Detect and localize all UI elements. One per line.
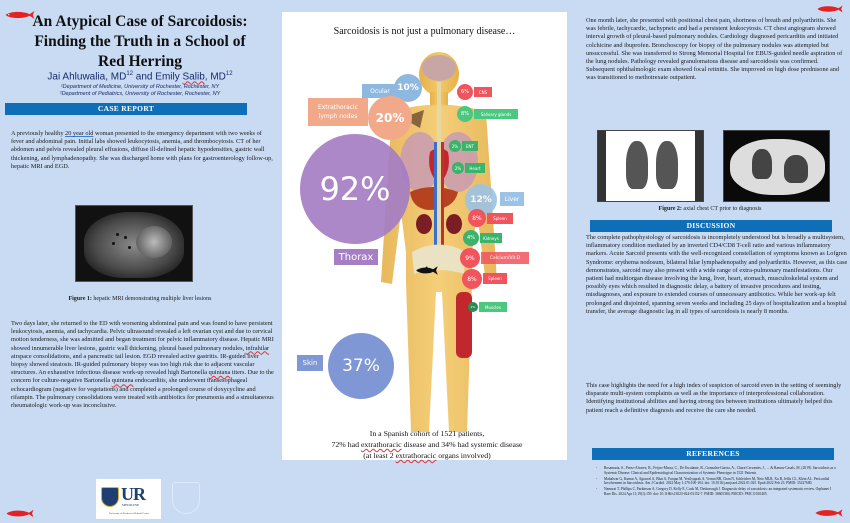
ct-axial-image <box>723 130 830 202</box>
organ-label-salivary: Salivary glands <box>474 109 518 119</box>
figure-2-caption <box>570 206 850 212</box>
organ-label-spleen: Spleen <box>487 213 513 224</box>
caption-line-3: (at least 2 extrathoracic organs involved) <box>363 451 491 460</box>
organ-pct-cns: 6% <box>457 84 473 100</box>
organ-label-heart: Heart <box>465 163 485 173</box>
discussion-paragraph-1: The complete pathophysiology of sarcoidosis is incompletely understood but is broadly a multisystem, inflammatory condition mediated by an inverted CD4/CD8 T-cell ratio and various inflammatory markers. Acute Sarcoid presents with the well-recognized constellation of symptoms known as Lofgren Syndrome: erythema nodosum, bilateral hilar lymphadenopathy and polyarthritis. However, as this case demonstrates, sarcoid may also present with a wide range of extra-pulmonary manifestations. Our patient had multiorgan disease involving the lung, liver, heart, stomach, musculoskeletal system and possibly eyes which resulted in diagnostic delay, a battery of invasive procedures and testing, misdiagnoses, and exposure to extended courses of unnecessary antibiotics. While her work-up felt prolonged and disjointed, spanning seven weeks and including 25 days of hospitalization and a hospital transfer, the average diagnostic lag in all types of sarcoidosis is nearly 8 months. <box>586 234 848 315</box>
caption-line-2: 72% had extrathoracic disease and 34% had systemic disease <box>331 440 523 449</box>
reference-item: - Rosamaria, S., Perez-Alvarez, R., Feijoo-Massa, C., De Escalante, B., Gonzalez-Garcia, A., Chara-Cervantes, J., ... & Ramos-Casals, M. (2019). Sarcoidosis as a Systemic Disease: Clinical and Epidemiological Characterization of Systemic Phenotype in 1521 Patients. <box>596 466 838 476</box>
intro-text-end: woman presented to the emergency department with two weeks of fever and abdominal pain. Initial labs showed leukocytosis, anemia, and thrombocytosis. CT of her abdomen and pelvis revealed pleural effusions, diffuse ill-defined hepatic hypodensities, gastric wall thickening, and lymphadenopathy. She was discharged home with plans for gastroenterology follow-up, hepatic MRI and EGD. <box>11 130 273 170</box>
references-list <box>596 466 838 498</box>
figure-1-caption <box>0 296 280 302</box>
organ-label-ocular: Ocular <box>362 84 398 98</box>
organ-pct-thorax: 92% <box>300 134 410 244</box>
organ-pct-calcium: 9% <box>460 248 480 268</box>
organ-pct-salivary: 8% <box>457 106 473 122</box>
organ-label-kidneys: Kidneys <box>480 233 502 243</box>
references-header: REFERENCES <box>592 448 834 460</box>
spell-flagged-word: infrahilar <box>245 344 270 352</box>
figure-1-text: hepatic MRI demonstrating multiple liver lesions <box>91 296 212 302</box>
organ-label-muscles: Muscles <box>479 302 507 312</box>
reference-item: - Namsrai T, Phillips C, Parkinson A, Gregory D, Kelly E, Cook M, Desborough J. Diagnostic delay of sarcoidosis: an integrated systematic review. Orphanet J Rare Dis. 2024 Apr 11;19(1):159. doi: 10.1186/s13023-024-03152-7. PMID: 38605384; PMCID: PMC11010405. <box>596 487 838 497</box>
title-line-2: Finding the Truth in a School of <box>34 33 246 50</box>
spell-flagged-word: quintana <box>208 369 231 377</box>
organ-label-thorax: Thorax <box>334 249 378 265</box>
cohort-caption <box>282 428 572 461</box>
black-herring-icon <box>415 266 439 275</box>
author-1: Jai Ahluwalia, MD <box>47 71 127 83</box>
title-line-3: Red Herring <box>98 53 182 70</box>
poster-title <box>10 12 270 72</box>
paragraph-text: airspace consolidations, and a pancreatic tail lesion. EGD revealed active gastritis. IR-guided liver biopsy showed steatosis. IR-guided pulmonary biopsy was too high risk due to adjacent vascular structures. An exhaustive infectious disease work-up revealed high Bartonella <box>11 352 259 377</box>
case-report-header: CASE REPORT <box>5 103 247 115</box>
affiliation-1: ¹Department of Medicine, University of Rochester, Rochester, NY <box>60 84 220 90</box>
logo-tagline: University of Rochester Medical Center <box>109 512 149 515</box>
author-2: Emily Salib, MD <box>155 71 226 83</box>
logo-subtext: MEDICINE <box>122 503 140 507</box>
author-2-affiliation: 12 <box>225 71 233 77</box>
affiliation-2: ²Department of Pediatrics, University of Rochester, Rochester, NY <box>59 91 221 97</box>
figure-2-text: axial chest CT prior to diagnosis <box>681 206 762 212</box>
paragraph-text: titers. Due to the concern for culture-negative Bartonella <box>11 369 274 385</box>
hepatic-mri-image <box>75 205 193 282</box>
infographic-panel <box>282 12 567 460</box>
reference-item: - Mahalwar G, Kumar A, Agrawal A, Bhat A, Furqan M, Yesilyaprak A, Verma BR, Chan N, Schleicher M, Neto MLR, Xu B, Jellis CL, Klein AL. Pericardial Involvement in Sarcoidosis. Am J Cardiol. 2022 May 1;170:100-104. doi: 10.1016/j.amjcard.2022.01.025. Epub 2022 Feb 23. PMID: 35227680. <box>596 477 838 487</box>
logo-text: UR <box>121 484 145 504</box>
organ-pct-kidneys: 4% <box>463 230 479 246</box>
organ-pct-ocular: 10% <box>394 74 422 102</box>
left-column <box>0 0 280 523</box>
organ-label-lymph-nodes: Extrathoracic lymph nodes <box>308 98 368 126</box>
organ-label-skin: Skin <box>297 355 323 371</box>
organ-pct-ent: 2% <box>449 140 461 152</box>
intro-text-start: A previously healthy <box>11 130 66 137</box>
patient-age: 20 year old <box>65 130 94 137</box>
organ-pct-muscles: 2% <box>468 302 478 312</box>
organ-pct-liver: 12% <box>465 184 497 216</box>
discussion-paragraph-2: This case highlights the need for a high index of suspicion of sarcoid even in the setting of seemingly disparate multi-system complaints as well as the importance of interprofessional collaboration. Identifying institutional abilities and having strong ties between institutions ultimately helped this patient reach a definitive diagnosis and receive the care she needed. <box>586 382 842 414</box>
organ-pct-heart: 2% <box>452 162 464 174</box>
discussion-header: DISCUSSION <box>590 220 832 232</box>
paragraph-text: Two days later, she returned to the ED with worsening abdominal pain and was found to have persistent leukocytosis, anemia, and tachycardia. Pelvic ultrasound revealed a left ovarian cyst and due to cervical motion tenderness, she was admitted and began treatment for pelvic inflammatory disease. Hepatic MRI showed innumerable liver lesions, gastric wall thickening, pleural based pulmonary nodules, <box>11 320 274 352</box>
ct-coronal-image <box>597 130 704 202</box>
figure-1-label: Figure 1: <box>68 296 92 302</box>
organ-label-liver: Liver <box>500 192 524 206</box>
spell-flagged-word: quintana <box>111 377 134 385</box>
infographic-title: Sarcoidosis is not just a pulmonary disease… <box>333 26 516 37</box>
organ-pct-spleen-2: 8% <box>462 269 482 289</box>
organ-pct-lymph-nodes: 20% <box>368 96 412 140</box>
university-crest-icon <box>172 482 200 514</box>
red-herring-icon <box>4 509 36 518</box>
organ-label-cns: CNS <box>474 87 492 97</box>
ur-medicine-logo <box>96 479 161 519</box>
red-herring-icon <box>814 508 844 518</box>
author-1-affiliation: 12 <box>126 71 134 77</box>
author-conjunction: and <box>133 71 156 83</box>
organ-label-spleen-2: Spleen <box>483 273 507 284</box>
middle-column <box>280 0 570 523</box>
red-herring-icon <box>816 4 844 14</box>
caption-line-1: In a Spanish cohort of 1521 patients, <box>369 429 485 438</box>
organ-pct-spleen: 8% <box>468 209 486 227</box>
figure-2-label: Figure 2: <box>658 206 682 212</box>
shield-icon <box>101 487 119 507</box>
follow-up-paragraph: One month later, she presented with positional chest pain, shortness of breath and polyarthritis. She was febrile, tachycardic, tachypneic and had a persistent leukocytosis. CT chest angiogram showed interval growth of pleural-based pulmonary nodules. Cardiology diagnosed pericarditis and initiated colchicine and ibuprofen. Bronchoscopy for biopsy of the pulmonary nodules was attempted but unsuccessful. She was transferred to Strong Memorial Hospital for EBUS-guided needle aspiration of the lung nodules. Pathology revealed granulomatous disease and sarcoidosis was confirmed. Subsequent ophthalmologic exam showed focal retinitis. She improved on high dose prednisone and was transitioned to methotrexate outpatient. <box>586 17 843 82</box>
paragraph-text: endocarditis, she underwent transesophageal echocardiogram (negative for vegetations) and completed a prolonged course of doxycycline and rifampin. The pulmonary consolidations were treated with antibiotics for pneumonia and a simultaneous rheumatologic work-up was inconclusive. <box>11 377 274 410</box>
hospital-course-paragraph <box>11 320 275 410</box>
organ-label-calcium: Calcium/Vit.D <box>481 252 529 264</box>
right-column <box>570 0 850 523</box>
title-line-1: An Atypical Case of Sarcoidosis: <box>32 13 248 30</box>
intro-paragraph <box>11 130 273 171</box>
author-list <box>0 71 280 82</box>
organ-label-ent: ENT <box>462 141 478 151</box>
organ-pct-skin: 37% <box>328 333 394 399</box>
